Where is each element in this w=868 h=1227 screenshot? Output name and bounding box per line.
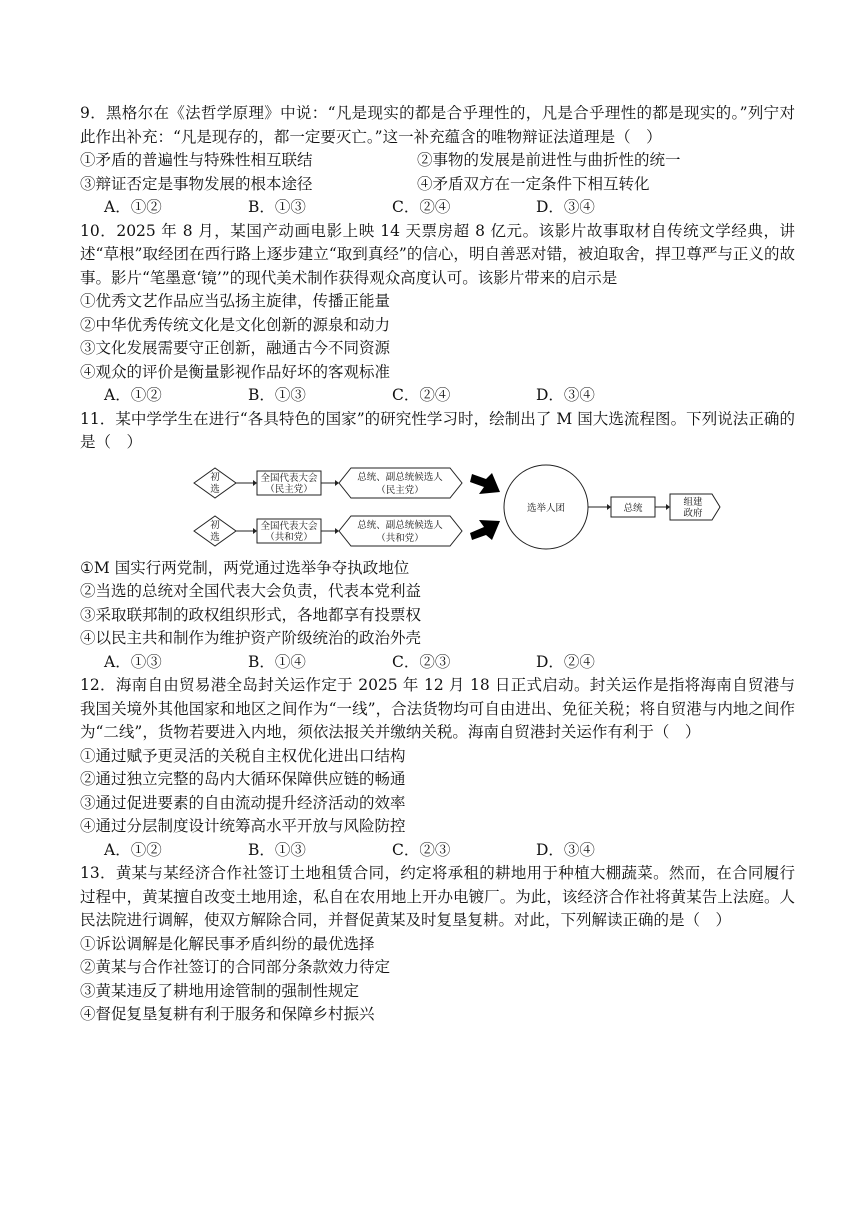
option-item: ②通过独立完整的岛内大循环保障供应链的畅通 bbox=[80, 770, 406, 788]
candidates-label: 总统、副总统候选人 bbox=[357, 471, 443, 483]
arrow-head-icon bbox=[253, 480, 257, 486]
convention-label: （民主党） bbox=[265, 483, 313, 495]
arrow-head-icon bbox=[607, 504, 611, 510]
answer-choice[interactable]: A．①② bbox=[104, 386, 162, 404]
question-11 bbox=[80, 408, 795, 675]
option-item: ③黄某违反了耕地用途管制的强制性规定 bbox=[80, 981, 360, 1000]
question-list bbox=[80, 102, 795, 1027]
option-item: ③文化发展需要守正创新，融通古今不同资源 bbox=[80, 339, 391, 357]
answer-choice[interactable]: A．①② bbox=[104, 198, 162, 216]
answer-choice[interactable]: B．①④ bbox=[248, 652, 306, 671]
answer-choices bbox=[80, 196, 795, 220]
convention-label: （共和党） bbox=[265, 531, 313, 543]
answer-choice[interactable]: D．③④ bbox=[536, 198, 595, 216]
option-item: ①诉讼调解是化解民事矛盾纠纷的最优选择 bbox=[80, 934, 375, 953]
primary-label: 初 bbox=[210, 519, 220, 531]
answer-choices bbox=[80, 384, 795, 408]
answer-choice[interactable]: B．①③ bbox=[248, 198, 306, 216]
question-12 bbox=[80, 674, 795, 862]
option-item: ④观众的评价是衡量影视作品好坏的客观标准 bbox=[80, 362, 391, 381]
question-stem: 11．某中学学生在进行“各具特色的国家”的研究性学习时，绘制出了 M 国大选流程图。下列说法正确的是（ ） bbox=[80, 409, 795, 451]
question-stem: 9．黑格尔在《法哲学原理》中说：“凡是现实的都是合乎理性的，凡是合乎理性的都是现实的。”列宁对此作出补充：“凡是现存的，都一定要灭亡。”这一补充蕴含的唯物辩证法道理是（ ） bbox=[80, 104, 795, 146]
question-9 bbox=[80, 102, 795, 220]
answer-choice[interactable]: D．③④ bbox=[536, 840, 595, 859]
flowchart-svg bbox=[80, 459, 795, 555]
answer-choice[interactable]: D．③④ bbox=[536, 386, 595, 404]
option-item: ②当选的总统对全国代表大会负责，代表本党利益 bbox=[80, 582, 422, 600]
option-row bbox=[80, 173, 795, 197]
option-item: ②黄某与合作社签订的合同部分条款效力待定 bbox=[80, 958, 391, 976]
option-item: ②中华优秀传统文化是文化创新的源泉和动力 bbox=[80, 315, 391, 334]
answer-choice[interactable]: C．②④ bbox=[392, 198, 451, 216]
answer-choices bbox=[80, 839, 795, 863]
arrow-head-icon bbox=[253, 528, 257, 534]
option-item: ④矛盾双方在一定条件下相互转化 bbox=[417, 174, 650, 193]
question-10 bbox=[80, 220, 795, 408]
question-stem: 13．黄某与某经济合作社签订土地租赁合同，约定将承租的耕地用于种植大棚蔬菜。然而，在合同履行过程中，黄某擅自改变土地用途，私自在农用地上开办电镀厂。为此，该经济合作社将黄某告上法庭。人民法院进行调解，使双方解除合同，并督促黄某及时复垦复耕。对此，下列解读正确的是（ ） bbox=[80, 864, 795, 929]
option-item: ①优秀文艺作品应当弘扬主旋律，传播正能量 bbox=[80, 292, 391, 310]
answer-choice[interactable]: C．②④ bbox=[392, 386, 451, 404]
answer-choice[interactable]: C．②③ bbox=[392, 840, 451, 859]
option-item: ③采取联邦制的政权组织形式，各地都享有投票权 bbox=[80, 605, 422, 624]
question-13 bbox=[80, 862, 795, 1027]
option-item: ④以民主共和制作为维护资产阶级统治的政治外壳 bbox=[80, 629, 422, 647]
government-label: 政府 bbox=[683, 507, 703, 519]
option-item: ④通过分层制度设计统筹高水平开放与风险防控 bbox=[80, 817, 406, 835]
answer-choice[interactable]: A．①② bbox=[104, 840, 162, 859]
primary-label: 选 bbox=[210, 531, 220, 543]
election-flowchart bbox=[80, 459, 795, 555]
convention-label: 全国代表大会 bbox=[260, 472, 318, 484]
electoral-college-label: 选举人团 bbox=[526, 502, 566, 514]
option-item: ③辩证否定是事物发展的根本途径 bbox=[80, 174, 313, 193]
convention-label: 全国代表大会 bbox=[260, 520, 318, 532]
government-label: 组建 bbox=[683, 496, 703, 508]
primary-label: 选 bbox=[210, 483, 220, 495]
president-label: 总统 bbox=[623, 502, 643, 514]
option-item: ①通过赋予更灵活的关税自主权优化进出口结构 bbox=[80, 746, 406, 765]
option-row bbox=[80, 149, 795, 173]
answer-choices bbox=[80, 651, 795, 675]
answer-choice[interactable]: B．①③ bbox=[248, 386, 306, 404]
question-stem: 12．海南自由贸易港全岛封关运作定于 2025 年 12 月 18 日正式启动。封关运作是指将海南自贸港与我国关境外其他国家和地区之间作为“一线”，合法货物均可自由进出、免征关税；将自贸港与内地之间作为“二线”，货物若要进入内地，须依法报关并缴纳关税。海南自贸港封关运作有利于（ ） bbox=[80, 676, 795, 741]
bold-arrow-icon bbox=[470, 473, 500, 494]
answer-choice[interactable]: B．①③ bbox=[248, 840, 306, 859]
answer-choice[interactable]: A．①③ bbox=[104, 652, 162, 671]
option-item: ③通过促进要素的自由流动提升经济活动的效率 bbox=[80, 793, 406, 812]
candidates-label: 总统、副总统候选人 bbox=[357, 519, 443, 531]
option-item: ②事物的发展是前进性与曲折性的统一 bbox=[417, 151, 681, 169]
question-stem: 10．2025 年 8 月，某国产动画电影上映 14 天票房超 8 亿元。该影片故事取材自传统文学经典，讲述“草根”取经团在西行路上逐步建立“取到真经”的信心，明自善恶对错，被迫取舍，捍卫尊严与正义的故事。影片“笔墨意‘镜’”的现代美术制作获得观众高度认可。该影片带来的启示是 bbox=[80, 221, 795, 287]
answer-choice[interactable]: D．②④ bbox=[536, 652, 595, 671]
candidates-label: （民主党） bbox=[376, 484, 424, 496]
option-item: ④督促复垦复耕有利于服务和保障乡村振兴 bbox=[80, 1005, 375, 1023]
primary-label: 初 bbox=[210, 471, 220, 483]
bold-arrow-icon bbox=[470, 520, 500, 540]
option-item: ①矛盾的普遍性与特殊性相互联结 bbox=[80, 151, 313, 169]
arrow-head-icon bbox=[666, 504, 670, 510]
option-item: ①M 国实行两党制，两党通过选举争夺执政地位 bbox=[80, 558, 410, 577]
candidates-label: （共和党） bbox=[376, 532, 424, 544]
answer-choice[interactable]: C．②③ bbox=[392, 652, 451, 671]
